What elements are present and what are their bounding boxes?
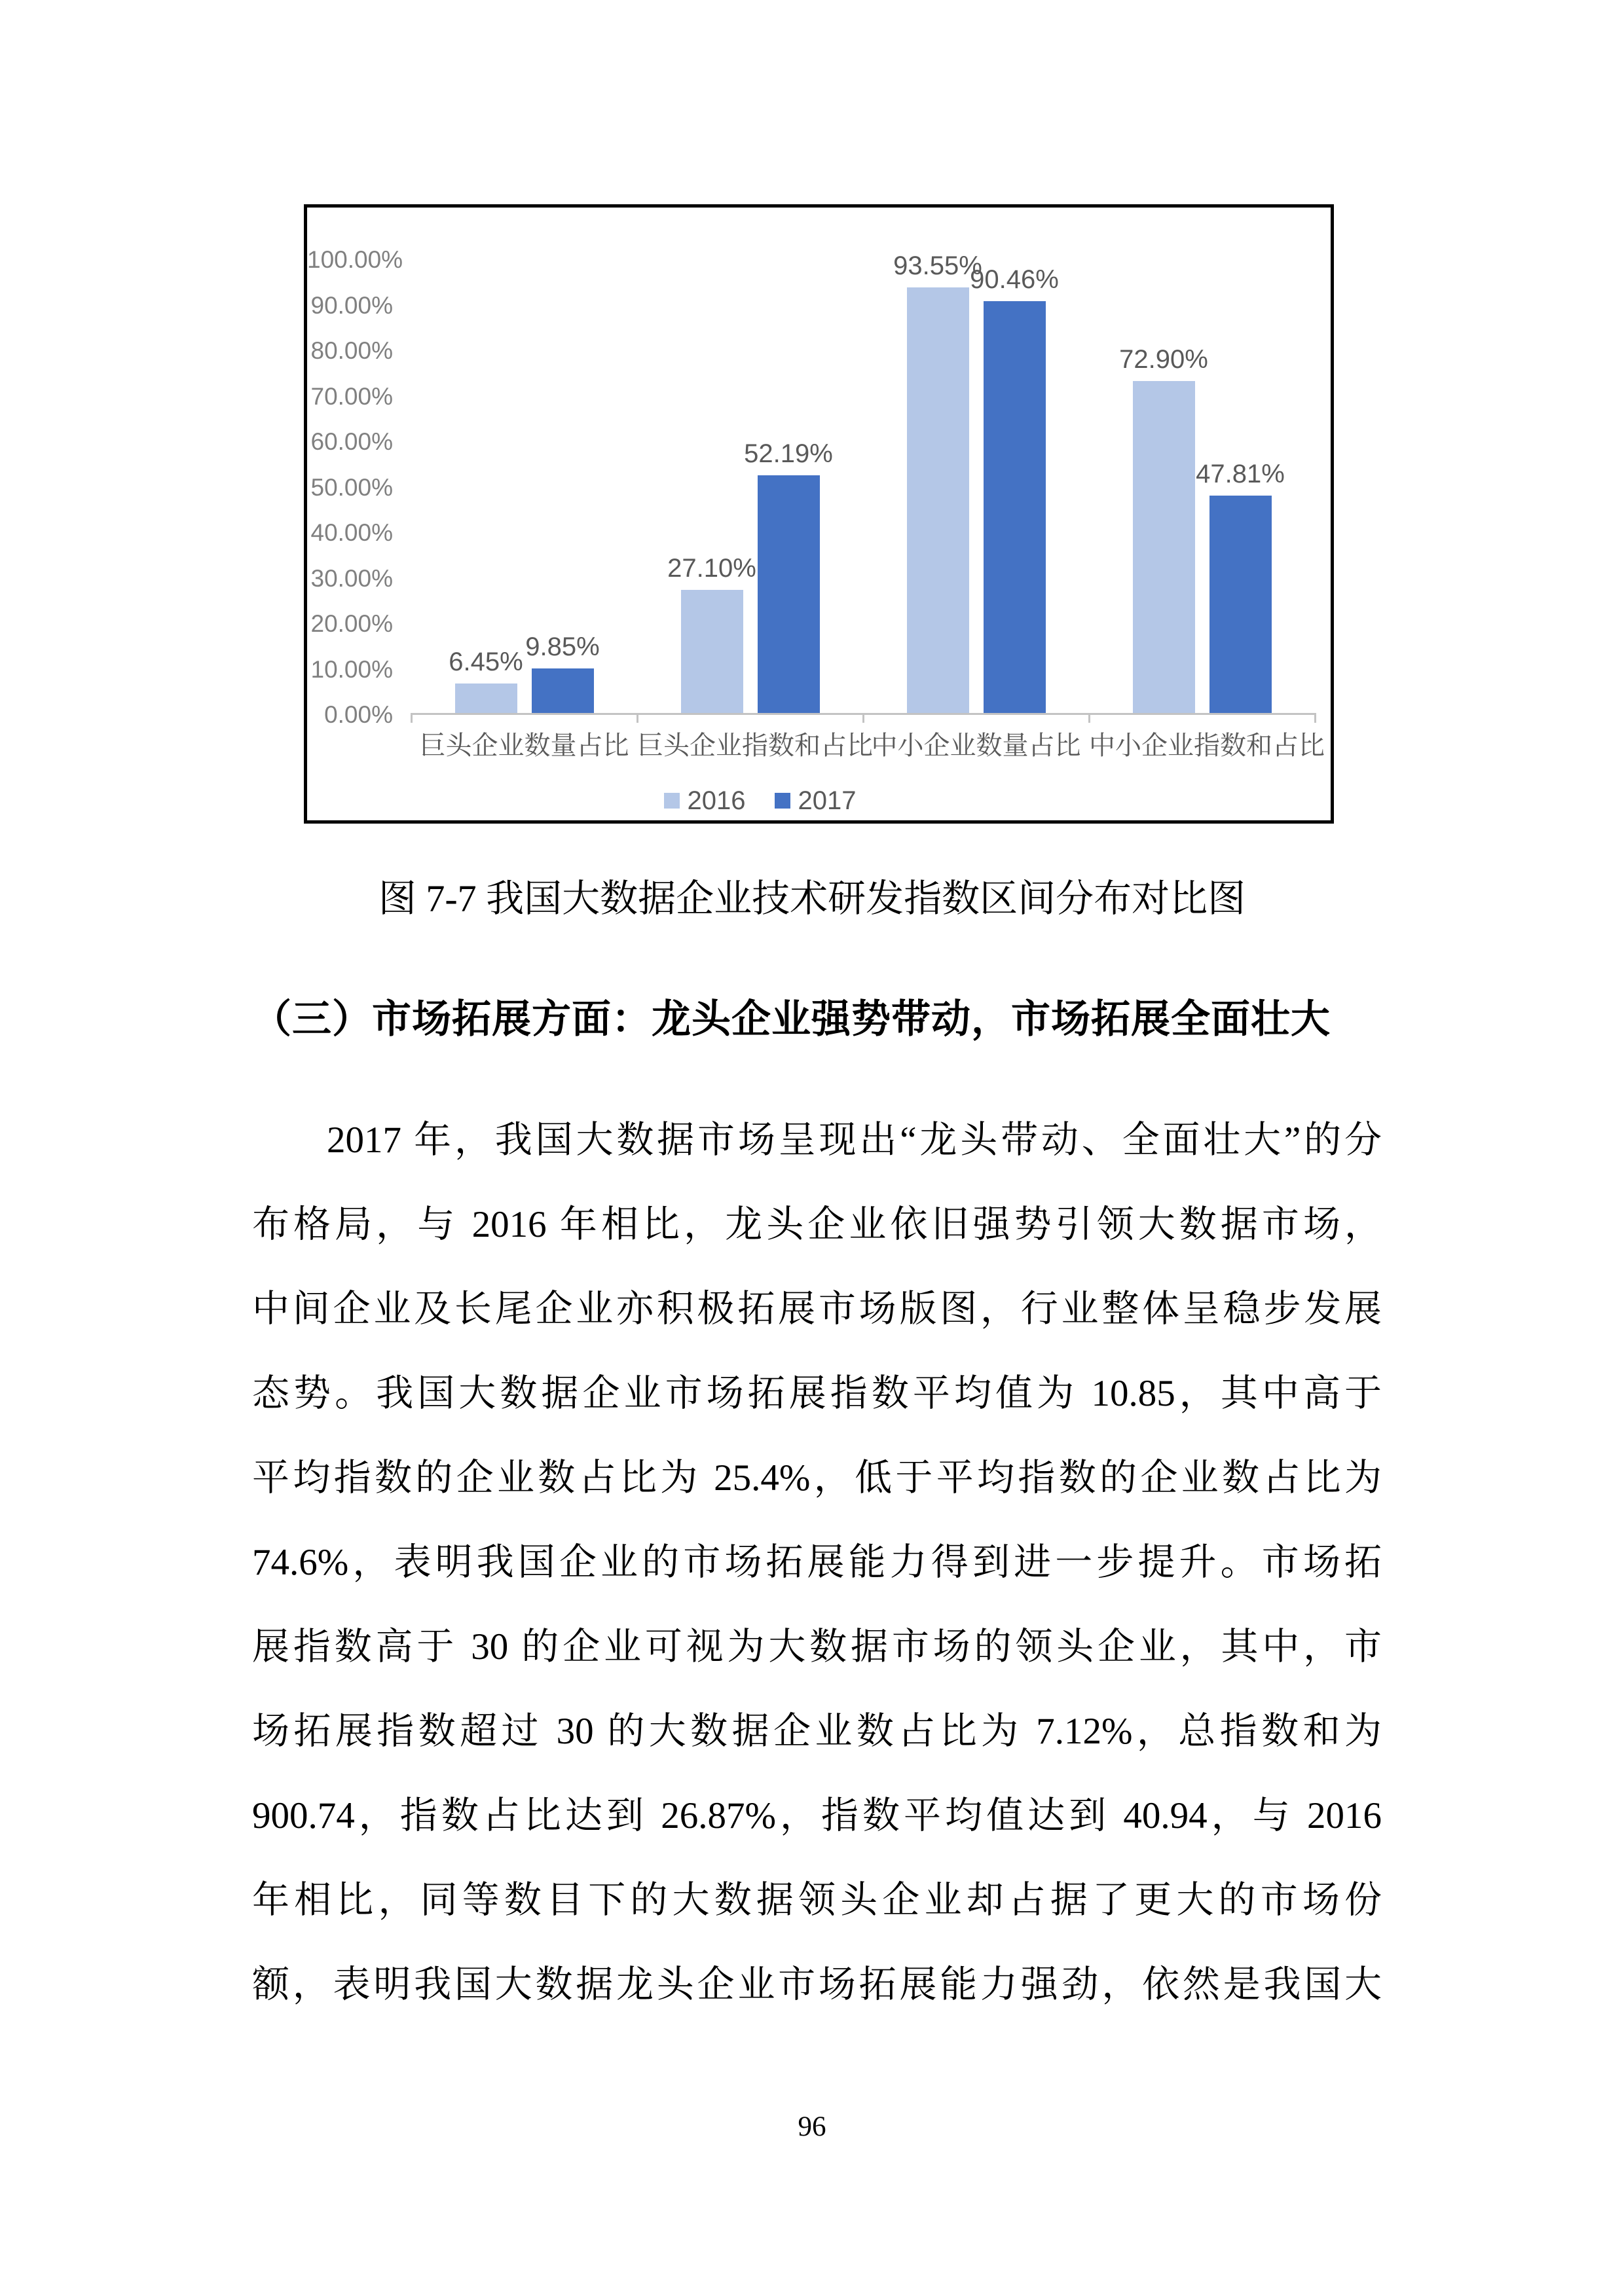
- chart-legend: [248, 786, 1272, 815]
- legend-swatch-2016: [664, 793, 680, 809]
- bar-value-label: 27.10%: [667, 553, 756, 583]
- bar-2017-cat1: [758, 475, 820, 713]
- legend-swatch-2017: [775, 793, 790, 809]
- x-axis-tick: [637, 713, 638, 723]
- paragraph-line: 额，表明我国大数据龙头企业市场拓展能力强劲，依然是我国大: [252, 1964, 1382, 2005]
- figure-caption: 图 7-7 我国大数据企业技术研发指数区间分布对比图: [378, 877, 1246, 920]
- legend-label: 2017: [798, 786, 857, 815]
- bar-2017-cat3: [1209, 496, 1272, 713]
- y-axis-tick-label: 90.00%: [310, 291, 393, 319]
- legend-label: 2016: [687, 786, 746, 815]
- paragraph-line: 年相比，同等数目下的大数据领头企业却占据了更大的市场份: [252, 1880, 1382, 1921]
- y-axis-tick-label: 20.00%: [310, 610, 393, 637]
- y-axis-tick-label: 60.00%: [310, 428, 393, 455]
- bar-value-label: 6.45%: [449, 647, 523, 677]
- bar-value-label: 93.55%: [893, 251, 982, 280]
- bar-value-label: 47.81%: [1196, 459, 1285, 488]
- bar-2017-cat2: [984, 301, 1046, 713]
- paragraph-line: 中间企业及长尾企业亦积极拓展市场版图，行业整体呈稳步发展: [252, 1288, 1382, 1330]
- bar-2016-cat3: [1133, 381, 1195, 713]
- bar-2016-cat1: [681, 590, 743, 713]
- y-axis-tick-label: 30.00%: [310, 564, 393, 592]
- y-axis-tick-label: 100.00%: [307, 246, 403, 273]
- y-axis-tick-label: 40.00%: [310, 519, 393, 546]
- x-axis-tick: [1088, 713, 1090, 723]
- x-axis-tick: [1314, 713, 1316, 723]
- y-axis-tick-label: 10.00%: [310, 655, 393, 683]
- bar-value-label: 72.90%: [1119, 345, 1208, 374]
- x-category-label: 巨头企业指数和占比: [637, 731, 873, 760]
- paragraph-line: 74.6%，表明我国企业的市场拓展能力得到进一步提升。市场拓: [252, 1542, 1382, 1583]
- paragraph-line: 布格局，与 2016 年相比，龙头企业依旧强势引领大数据市场，: [252, 1204, 1382, 1245]
- bar-value-label: 90.46%: [970, 265, 1059, 295]
- x-axis-tick: [862, 713, 864, 723]
- y-axis-tick-label: 50.00%: [310, 473, 393, 501]
- y-axis-tick-label: 0.00%: [324, 701, 393, 728]
- legend-item-2016: [664, 786, 746, 815]
- section-heading: （三）市场拓展方面：龙头企业强势带动，市场拓展全面壮大: [252, 998, 1331, 1041]
- bar-value-label: 9.85%: [525, 632, 600, 661]
- x-category-label: 中小企业数量占比: [871, 731, 1081, 760]
- paragraph-line: 平均指数的企业数占比为 25.4%，低于平均指数的企业数占比为: [252, 1457, 1382, 1499]
- x-category-label: 中小企业指数和占比: [1089, 731, 1325, 760]
- bar-chart-figure: [304, 204, 1334, 824]
- paragraph-line: 态势。我国大数据企业市场拓展指数平均值为 10.85，其中高于: [252, 1373, 1382, 1414]
- bar-2016-cat2: [907, 287, 969, 713]
- y-axis-tick-label: 70.00%: [310, 382, 393, 410]
- bar-chart: [307, 208, 1331, 820]
- bar-2016-cat0: [455, 683, 517, 713]
- x-category-label: 巨头企业数量占比: [419, 731, 629, 760]
- x-axis-tick: [411, 713, 413, 723]
- body-paragraph: [252, 1098, 1382, 2027]
- bar-2017-cat0: [532, 668, 594, 713]
- legend-item-2017: [775, 786, 857, 815]
- y-axis-tick-label: 80.00%: [310, 337, 393, 364]
- page-number: 96: [798, 2111, 826, 2142]
- bar-value-label: 52.19%: [744, 439, 833, 469]
- paragraph-line: 2017 年，我国大数据市场呈现出“龙头带动、全面壮大”的分: [327, 1120, 1382, 1161]
- paragraph-line: 展指数高于 30 的企业可视为大数据市场的领头企业，其中，市: [252, 1626, 1382, 1667]
- paragraph-line: 900.74，指数占比达到 26.87%，指数平均值达到 40.94，与 2016: [252, 1795, 1382, 1836]
- paragraph-line: 场拓展指数超过 30 的大数据企业数占比为 7.12%，总指数和为: [252, 1711, 1382, 1752]
